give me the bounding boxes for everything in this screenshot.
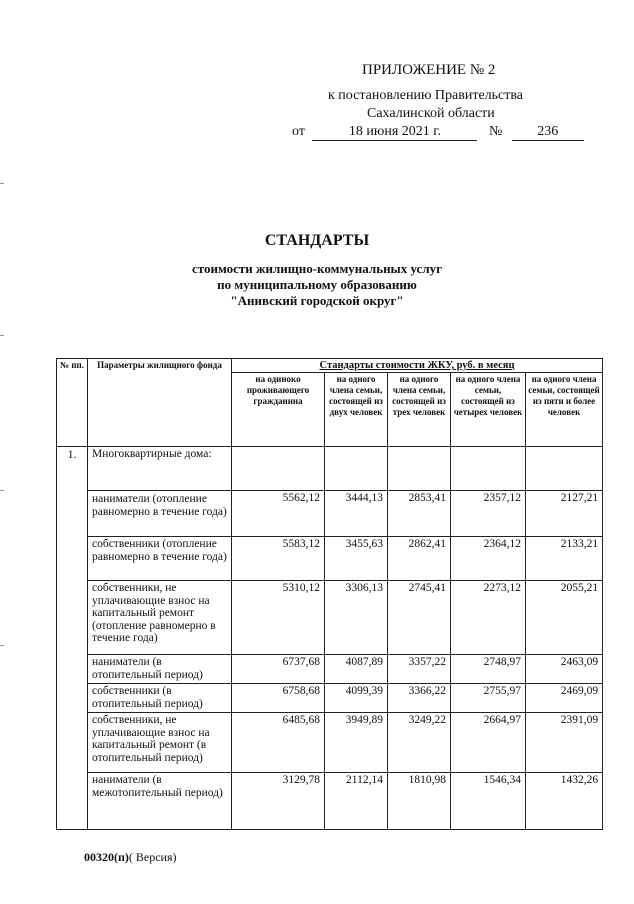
document-date: 18 июня 2021 г.	[312, 124, 477, 141]
subheader-two: на одного члена семьи, состоящей из двух человек	[325, 373, 388, 447]
row-label: собственники, не уплачивающие взнос на капитальный ремонт (отопление равномерно в течение года)	[88, 581, 232, 655]
value-cell: 2862,41	[388, 537, 451, 581]
table-row	[57, 655, 603, 684]
date-line	[292, 124, 584, 141]
value-cell: 5583,12	[232, 537, 325, 581]
subheader-single: на одиноко проживающего гражданина	[232, 373, 325, 447]
page-title: СТАНДАРТЫ	[264, 232, 370, 249]
value-cell: 2364,12	[451, 537, 526, 581]
value-cell: 2853,41	[388, 491, 451, 537]
value-cell: 5310,12	[232, 581, 325, 655]
scan-mark	[0, 490, 4, 491]
value-cell: 1432,26	[526, 773, 603, 830]
subtitle-line-3: "Анивский городской округ"	[230, 293, 404, 308]
value-cell: 3357,22	[388, 655, 451, 684]
value-cell: 2273,12	[451, 581, 526, 655]
subtitle-line-1: стоимости жилищно-коммунальных услуг	[191, 261, 443, 276]
value-cell: 3366,22	[388, 684, 451, 713]
value-cell: 2112,14	[325, 773, 388, 830]
resolution-line-1: к постановлению Правительства	[328, 88, 524, 103]
subheader-four: на одного члена семьи, состоящей из четырех человек	[451, 373, 526, 447]
column-group-header: Стандарты стоимости ЖКУ, руб. в месяц	[232, 359, 603, 373]
value-cell: 1546,34	[451, 773, 526, 830]
value-cell: 2469,09	[526, 684, 603, 713]
value-cell: 2055,21	[526, 581, 603, 655]
row-label: наниматели (в отопительный период)	[88, 655, 232, 684]
document-number: 236	[512, 124, 584, 141]
value-cell: 2391,09	[526, 713, 603, 773]
document-version: ( Версия)	[128, 850, 177, 864]
subtitle-line-2: по муниципальному образованию	[217, 277, 417, 292]
table-row	[57, 684, 603, 713]
table-row	[57, 491, 603, 537]
value-cell: 5562,12	[232, 491, 325, 537]
table-row	[57, 773, 603, 830]
table-header-row	[57, 359, 603, 373]
value-cell: 4099,39	[325, 684, 388, 713]
value-cell: 2664,97	[451, 713, 526, 773]
section-index: 1.	[57, 447, 88, 830]
value-cell: 2755,97	[451, 684, 526, 713]
value-cell: 3306,13	[325, 581, 388, 655]
value-cell: 2133,21	[526, 537, 603, 581]
table-row-section	[57, 447, 603, 491]
table-row	[57, 581, 603, 655]
scan-mark	[0, 335, 4, 336]
value-cell: 2357,12	[451, 491, 526, 537]
row-label: собственники, не уплачивающие взнос на капитальный ремонт (в отопительный период)	[88, 713, 232, 773]
row-label: наниматели (отопление равномерно в течение года)	[88, 491, 232, 537]
value-cell: 2748,97	[451, 655, 526, 684]
value-cell: 6485,68	[232, 713, 325, 773]
document-code: 00320(п)	[84, 850, 129, 864]
value-cell: 3249,22	[388, 713, 451, 773]
table-row	[57, 537, 603, 581]
from-label: от	[292, 124, 305, 139]
value-cell: 4087,89	[325, 655, 388, 684]
resolution-line-2: Сахалинской области	[367, 106, 495, 121]
row-label: собственники (отопление равномерно в течение года)	[88, 537, 232, 581]
value-cell: 3129,78	[232, 773, 325, 830]
standards-table	[56, 358, 603, 830]
row-label: собственники (в отопительный период)	[88, 684, 232, 713]
value-cell: 3949,89	[325, 713, 388, 773]
row-label: наниматели (в межотопительный период)	[88, 773, 232, 830]
table-row	[57, 713, 603, 773]
number-label: №	[488, 124, 503, 139]
value-cell: 6758,68	[232, 684, 325, 713]
value-cell: 3455,63	[325, 537, 388, 581]
value-cell: 2745,41	[388, 581, 451, 655]
scan-mark	[0, 645, 4, 646]
value-cell: 2127,21	[526, 491, 603, 537]
value-cell: 2463,09	[526, 655, 603, 684]
column-header-params: Параметры жилищного фонда	[88, 359, 232, 447]
value-cell: 3444,13	[325, 491, 388, 537]
subheader-three: на одного члена семьи, состоящей из трех человек	[388, 373, 451, 447]
column-header-number: № пп.	[57, 359, 88, 447]
value-cell: 1810,98	[388, 773, 451, 830]
subheader-five-plus: на одного члена семьи, состоящей из пяти и более человек	[526, 373, 603, 447]
section-label: Многоквартирные дома:	[88, 447, 232, 491]
footer-code-line	[84, 850, 177, 865]
value-cell: 6737,68	[232, 655, 325, 684]
scan-mark	[0, 183, 4, 184]
appendix-title: ПРИЛОЖЕНИЕ № 2	[362, 62, 496, 78]
